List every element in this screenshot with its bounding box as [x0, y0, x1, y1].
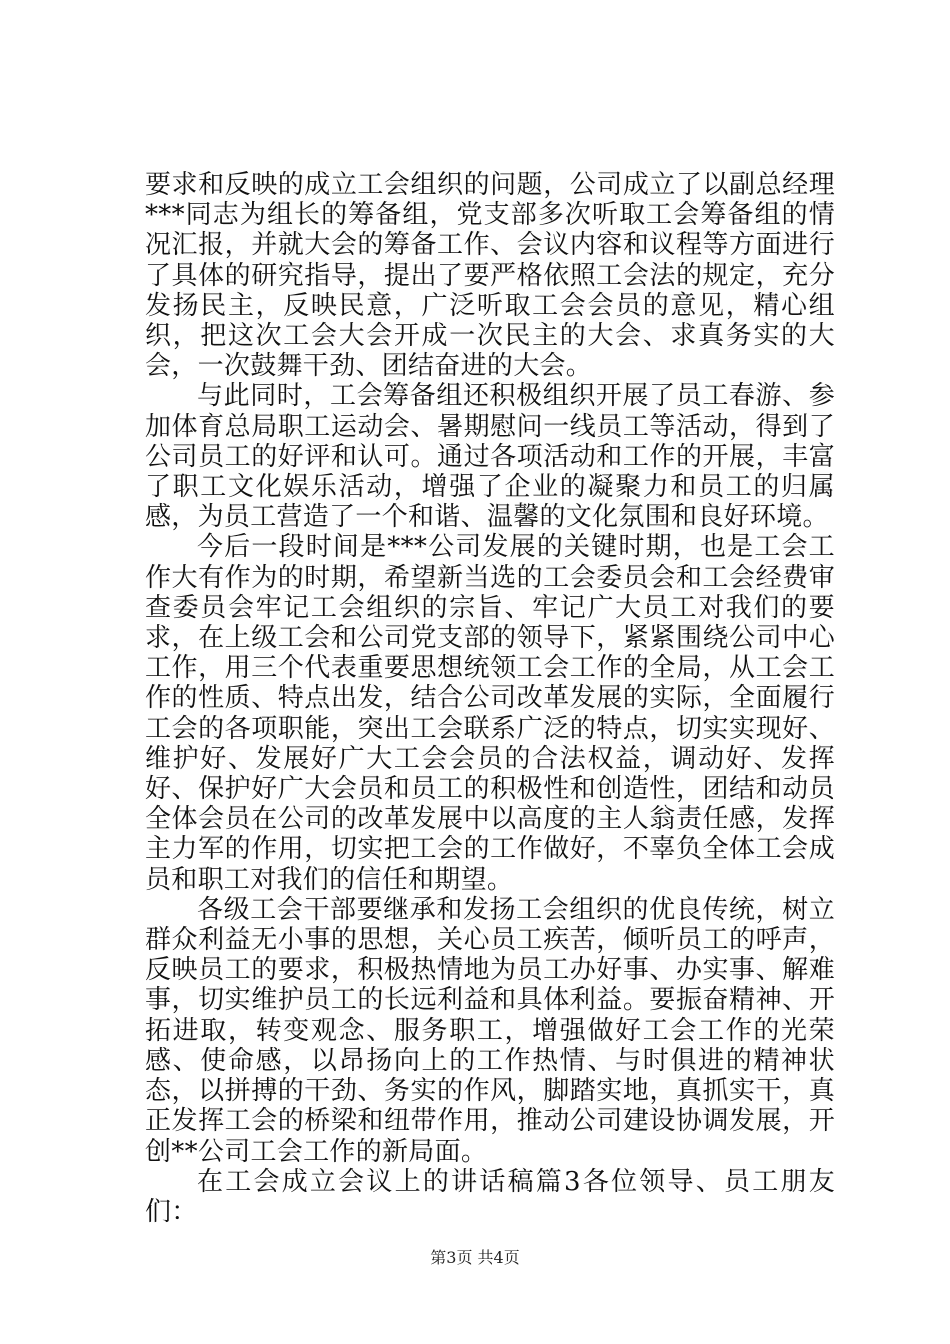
paragraph-1: 要求和反映的成立工会组织的问题，公司成立了以副总经理***同志为组长的筹备组，党支部多次听取工会筹备组的情况汇报，并就大会的筹备工作、会议内容和议程等方面进行了具体的研究指导，提出了要严格依照工会法的规定，充分发扬民主，反映民意，广泛听取工会会员的意见，精心组织，把这次工会大会开成一次民主的大会、求真务实的大会，一次鼓舞干劲、团结奋进的大会。: [145, 170, 835, 382]
document-body: [145, 170, 835, 1227]
paragraph-3: 今后一段时间是***公司发展的关键时期，也是工会工作大有作为的时期，希望新当选的工会委员会和工会经费审查委员会牢记工会组织的宗旨、牢记广大员工对我们的要求，在上级工会和公司党支部的领导下，紧紧围绕公司中心工作，用三个代表重要思想统领工会工作的全局，从工会工作的性质、特点出发，结合公司改革发展的实际，全面履行工会的各项职能，突出工会联系广泛的特点，切实实现好、维护好、发展好广大工会会员的合法权益，调动好、发挥好、保护好广大会员和员工的积极性和创造性，团结和动员全体会员在公司的改革发展中以高度的主人翁责任感，发挥主力军的作用，切实把工会的工作做好，不辜负全体工会成员和职工对我们的信任和期望。: [145, 532, 835, 895]
page-footer: 第3页 共4页: [430, 1248, 520, 1267]
paragraph-5: 在工会成立会议上的讲话稿篇3各位领导、员工朋友们：: [145, 1166, 835, 1227]
paragraph-4: 各级工会干部要继承和发扬工会组织的优良传统，树立群众利益无小事的思想，关心员工疾苦，倾听员工的呼声，反映员工的要求，积极热情地为员工办好事、办实事、解难事，切实维护员工的长远利益和具体利益。要振奋精神、开拓进取，转变观念、服务职工，增强做好工会工作的光荣感、使命感，以昂扬向上的工作热情、与时俱进的精神状态，以拼搏的干劲、务实的作风，脚踏实地，真抓实干，真正发挥工会的桥梁和纽带作用，推动公司建设协调发展，开创**公司工会工作的新局面。: [145, 894, 835, 1167]
paragraph-2: 与此同时，工会筹备组还积极组织开展了员工春游、参加体育总局职工运动会、暑期慰问一线员工等活动，得到了公司员工的好评和认可。通过各项活动和工作的开展，丰富了职工文化娱乐活动，增强了企业的凝聚力和员工的归属感，为员工营造了一个和谐、温馨的文化氛围和良好环境。: [145, 381, 835, 533]
